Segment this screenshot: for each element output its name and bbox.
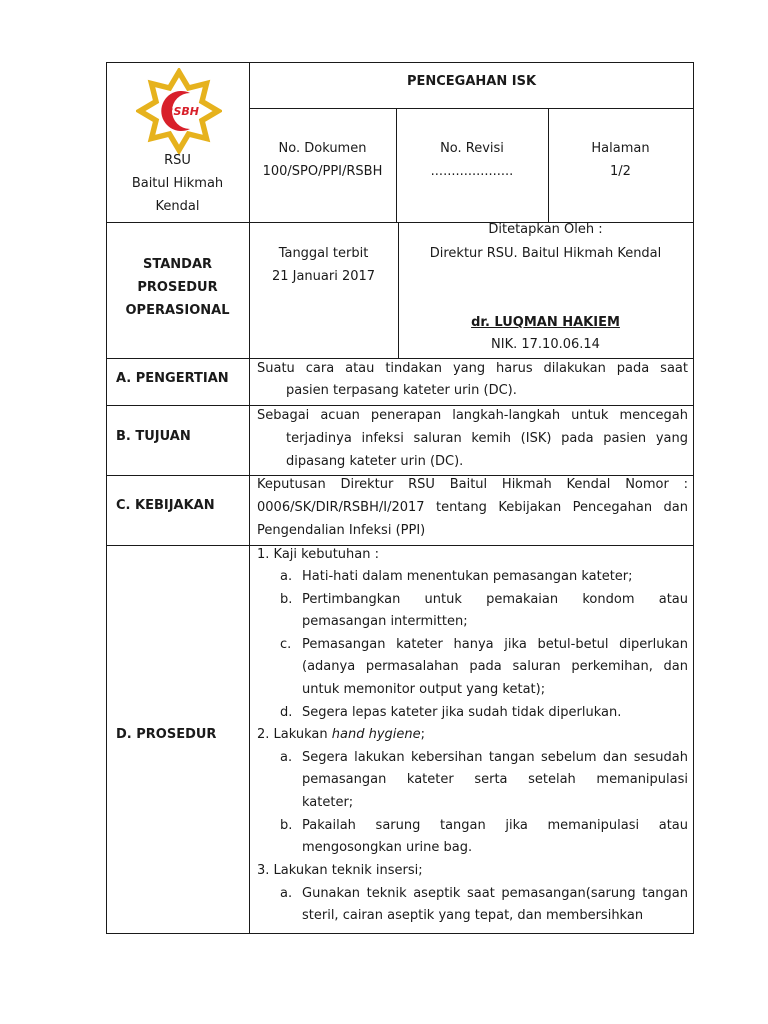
table-border-right [693,62,694,934]
table-line-col1 [249,62,250,934]
spo-document [106,62,694,934]
section-b-label: B. TUJUAN [116,429,191,444]
section-c-line-3: Pengendalian Infeksi (PPI) [257,523,426,538]
signer-name: dr. LUQMAN HAKIEM [471,315,620,330]
issue-date-label: Tanggal terbit [278,246,369,261]
table-line-title [249,108,694,109]
page-label: Halaman [591,141,650,156]
section-a-line-1: Suatu cara atau tindakan yang harus dilakukan pada saat [257,361,688,376]
procedure-step-2-suffix: ; [420,727,426,742]
section-b-line-3: dipasang kateter urin (DC). [286,454,464,469]
issue-date-value: 21 Januari 2017 [271,269,376,284]
procedure-step-1b-marker: b. [280,592,293,607]
procedure-step-3a-line-2: steril, cairan aseptik yang tepat, dan membersihkan [302,908,644,923]
procedure-step-2-prefix: 2. Lakukan [257,727,332,742]
procedure-step-2 [257,724,425,746]
procedure-step-1a: Hati-hati dalam menentukan pemasangan kateter; [302,569,633,584]
section-c-line-1: Keputusan Direktur RSU Baitul Hikmah Kendal Nomor : [257,477,688,492]
spo-label-3: OPERASIONAL [125,303,230,318]
procedure-step-2-emphasis: hand hygiene [331,727,421,742]
org-name-1: RSU [164,153,191,168]
section-b-line-2: terjadinya infeksi saluran kemih (ISK) pada pasien yang [286,431,688,446]
section-b-line-1: Sebagai acuan penerapan langkah-langkah untuk mencegah [257,408,688,423]
set-by-label: Ditetapkan Oleh : [488,222,603,237]
table-border-top [106,62,694,63]
section-c-label: C. KEBIJAKAN [116,498,215,513]
procedure-step-2b-line-1: Pakailah sarung tangan jika memanipulasi atau [302,818,688,833]
procedure-step-1b-line-1: Pertimbangkan untuk pemakaian kondom atau [302,592,688,607]
logo-text: RSBH [165,105,199,118]
revision-value: .................... [430,164,514,179]
section-a-label: A. PENGERTIAN [116,371,229,386]
section-c-line-2: 0006/SK/DIR/RSBH/I/2017 tentang Kebijakan Pencegahan dan [257,500,688,515]
page-value: 1/2 [610,164,631,179]
procedure-step-1b-line-2: pemasangan intermitten; [302,614,468,629]
procedure-step-1: 1. Kaji kebutuhan : [257,547,380,562]
section-a-line-2: pasien terpasang kateter urin (DC). [286,383,517,398]
table-border-bottom [106,933,694,934]
spo-label-1: STANDAR [142,257,213,272]
director-title: Direktur RSU. Baitul Hikmah Kendal [429,246,662,261]
procedure-step-1d: Segera lepas kateter jika sudah tidak diperlukan. [302,705,622,720]
rsbh-logo [136,68,222,154]
procedure-step-2b-line-2: mengosongkan urine bag. [302,840,473,855]
procedure-step-1d-marker: d. [280,705,293,720]
procedure-step-3a-line-1: Gunakan teknik aseptik saat pemasangan(sarung tangan [302,886,688,901]
document-title: PENCEGAHAN ISK [406,74,537,89]
procedure-step-2a-marker: a. [280,750,293,765]
procedure-step-1c-line-1: Pemasangan kateter hanya jika betul-betul diperlukan [302,637,688,652]
table-line-c [106,545,694,546]
org-name-2: Baitul Hikmah [131,176,224,191]
signer-nik: NIK. 17.10.06.14 [491,337,600,352]
procedure-step-2a-line-1: Segera lakukan kebersihan tangan sebelum dan sesudah [302,750,688,765]
procedure-step-1a-marker: a. [280,569,293,584]
procedure-step-1c-line-2: (adanya permasalahan pada saluran perkemihan, dan [302,659,688,674]
procedure-step-2b-marker: b. [280,818,293,833]
section-d-label: D. PROSEDUR [116,727,217,742]
procedure-step-3a-marker: a. [280,886,293,901]
procedure-step-1c-line-3: untuk memonitor output yang ketat); [302,682,546,697]
doc-number-value: 100/SPO/PPI/RSBH [262,164,383,179]
revision-label: No. Revisi [440,141,504,156]
procedure-step-1c-marker: c. [280,637,292,652]
procedure-step-2a-line-2: pemasangan kateter serta setelah memanipulasi [302,772,688,787]
procedure-step-3: 3. Lakukan teknik insersi; [257,863,423,878]
doc-number-label: No. Dokumen [278,141,367,156]
procedure-step-2a-line-3: kateter; [302,795,354,810]
spo-label-2: PROSEDUR [137,280,218,295]
org-name-3: Kendal [155,199,200,214]
